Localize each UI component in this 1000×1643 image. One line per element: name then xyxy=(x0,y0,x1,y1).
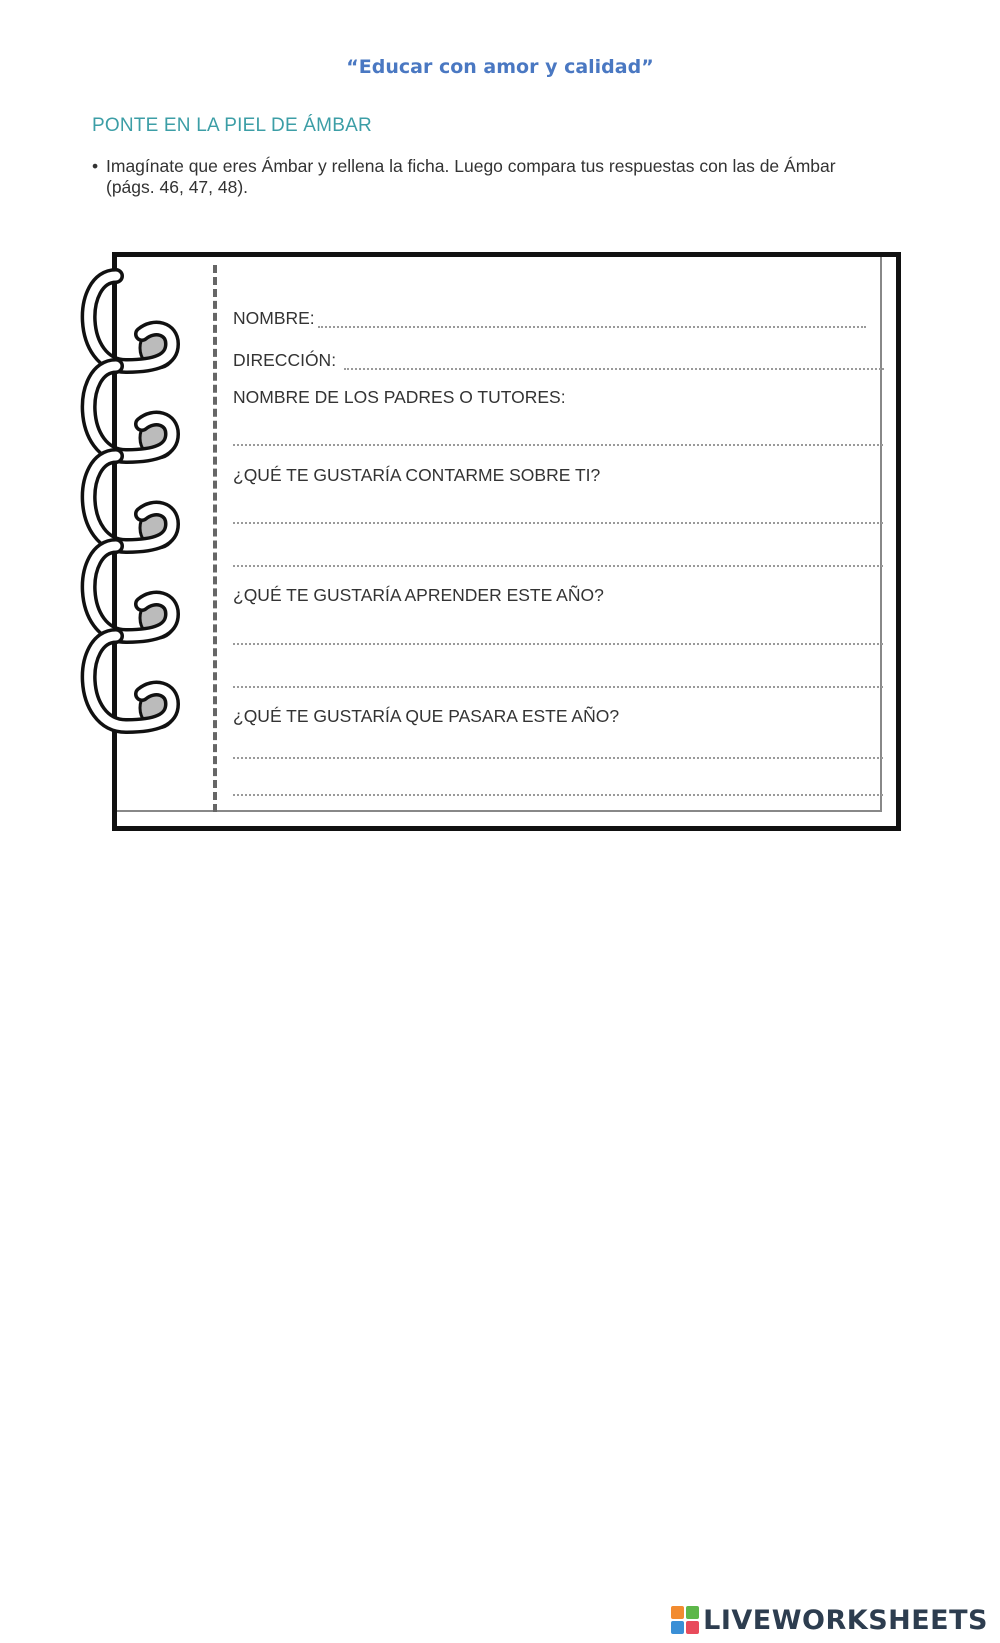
direccion-answer-line[interactable] xyxy=(344,368,884,370)
instruction-body: Imagínate que eres Ámbar y rellena la ficha. Luego compara tus respuestas con las de Ámbar (págs. 46, 47, 48). xyxy=(106,156,836,197)
instruction-text xyxy=(92,156,872,198)
aprender-answer-line-1[interactable] xyxy=(233,643,883,645)
spiral-rings-icon xyxy=(76,252,196,752)
pasara-answer-line-1[interactable] xyxy=(233,757,883,759)
liveworksheets-brand xyxy=(671,1603,988,1637)
spiral-ring xyxy=(89,456,176,548)
card-shadow-right xyxy=(880,257,882,812)
question-pasara: ¿QUÉ TE GUSTARÍA QUE PASARA ESTE AÑO? xyxy=(233,706,620,726)
notebook-card xyxy=(112,252,901,831)
spiral-ring xyxy=(89,276,176,368)
section-title: PONTE EN LA PIEL DE ÁMBAR xyxy=(92,115,372,136)
motto-heading: “Educar con amor y calidad” xyxy=(346,56,654,78)
question-sobre-ti: ¿QUÉ TE GUSTARÍA CONTARME SOBRE TI? xyxy=(233,465,601,485)
sobre-ti-answer-line-2[interactable] xyxy=(233,565,883,567)
card-shadow-bottom xyxy=(117,810,882,812)
brand-wordmark: LIVEWORKSHEETS xyxy=(703,1604,988,1636)
logo-tile xyxy=(671,1606,684,1619)
bullet-mark: • xyxy=(92,156,99,176)
question-aprender: ¿QUÉ TE GUSTARÍA APRENDER ESTE AÑO? xyxy=(233,585,604,605)
logo-tile xyxy=(671,1621,684,1634)
margin-dashed-line xyxy=(213,265,217,812)
spiral-ring xyxy=(89,366,176,458)
liveworksheets-logo-icon xyxy=(671,1606,699,1634)
logo-tile xyxy=(686,1606,699,1619)
padres-answer-line[interactable] xyxy=(233,444,883,446)
padres-label: NOMBRE DE LOS PADRES O TUTORES: xyxy=(233,387,566,407)
direccion-label: DIRECCIÓN: xyxy=(233,350,337,370)
pasara-answer-line-2[interactable] xyxy=(233,794,883,796)
nombre-answer-line[interactable] xyxy=(318,326,866,328)
spiral-ring xyxy=(89,546,176,638)
sobre-ti-answer-line-1[interactable] xyxy=(233,522,883,524)
logo-tile xyxy=(686,1621,699,1634)
aprender-answer-line-2[interactable] xyxy=(233,686,883,688)
spiral-ring xyxy=(89,636,176,728)
nombre-label: NOMBRE: xyxy=(233,308,315,328)
